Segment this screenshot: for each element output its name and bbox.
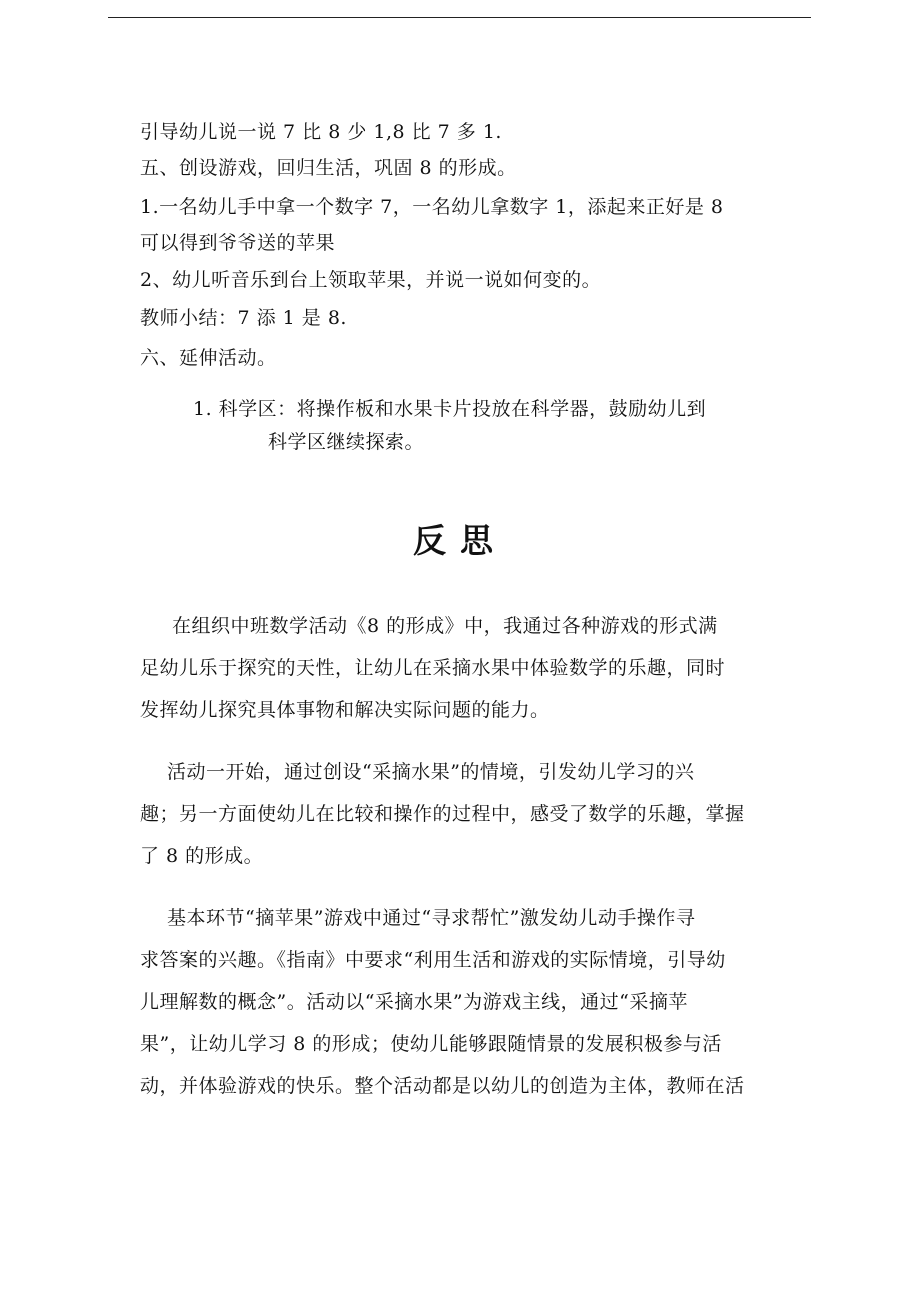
- paragraph-2: [140, 751, 800, 877]
- text-line: 可以得到爷爷送的苹果: [140, 232, 336, 254]
- text-line: 2、幼儿听音乐到台上领取苹果，并说一说如何变的。: [140, 269, 602, 291]
- paragraph-line: 发挥幼儿探究具体事物和解决实际问题的能力。: [140, 699, 550, 721]
- paragraph-line: 果”，让幼儿学习 8 的形成；使幼儿能够跟随情景的发展积极参与活: [140, 1033, 722, 1055]
- paragraph-line: 趣；另一方面使幼儿在比较和操作的过程中，感受了数学的乐趣，掌握: [140, 803, 745, 825]
- paragraph-3: [140, 897, 800, 1107]
- text-line: 引导幼儿说一说 7 比 8 少 1,8 比 7 多 1.: [140, 121, 502, 143]
- header-rule: [108, 17, 811, 18]
- paragraph-line: 足幼儿乐于探究的天性，让幼儿在采摘水果中体验数学的乐趣，同时: [140, 657, 726, 679]
- paragraph-line: 基本环节“摘苹果”游戏中通过“寻求帮忙”激发幼儿动手操作寻: [167, 907, 696, 929]
- paragraph-1: [140, 605, 800, 731]
- paragraph-line: 动，并体验游戏的快乐。整个活动都是以幼儿的创造为主体，教师在活: [140, 1075, 745, 1097]
- paragraph-line: 活动一开始，通过创设“采摘水果”的情境，引发幼儿学习的兴: [167, 761, 695, 783]
- text-line: 六、延伸活动。: [140, 347, 277, 369]
- section-title: 反思: [413, 521, 507, 560]
- list-item-science-area: 1. 科学区：将操作板和水果卡片投放在科学器，鼓励幼儿到: [193, 398, 707, 420]
- paragraph-line: 求答案的兴趣。《指南》中要求“利用生活和游戏的实际情境，引导幼: [140, 949, 726, 971]
- list-item-continuation: 科学区继续探索。: [268, 431, 425, 453]
- text-line: 教师小结：7 添 1 是 8.: [140, 307, 347, 329]
- paragraph-line: 了 8 的形成。: [140, 845, 264, 867]
- paragraph-line: 儿理解数的概念”。活动以“采摘水果”为游戏主线，通过“采摘苹: [140, 991, 688, 1013]
- paragraph-line: 在组织中班数学活动《8 的形成》中，我通过各种游戏的形式满: [172, 615, 718, 637]
- text-line: 1.一名幼儿手中拿一个数字 7，一名幼儿拿数字 1，添起来正好是 8: [140, 196, 724, 218]
- text-line: 五、创设游戏，回归生活，巩固 8 的形成。: [140, 157, 517, 179]
